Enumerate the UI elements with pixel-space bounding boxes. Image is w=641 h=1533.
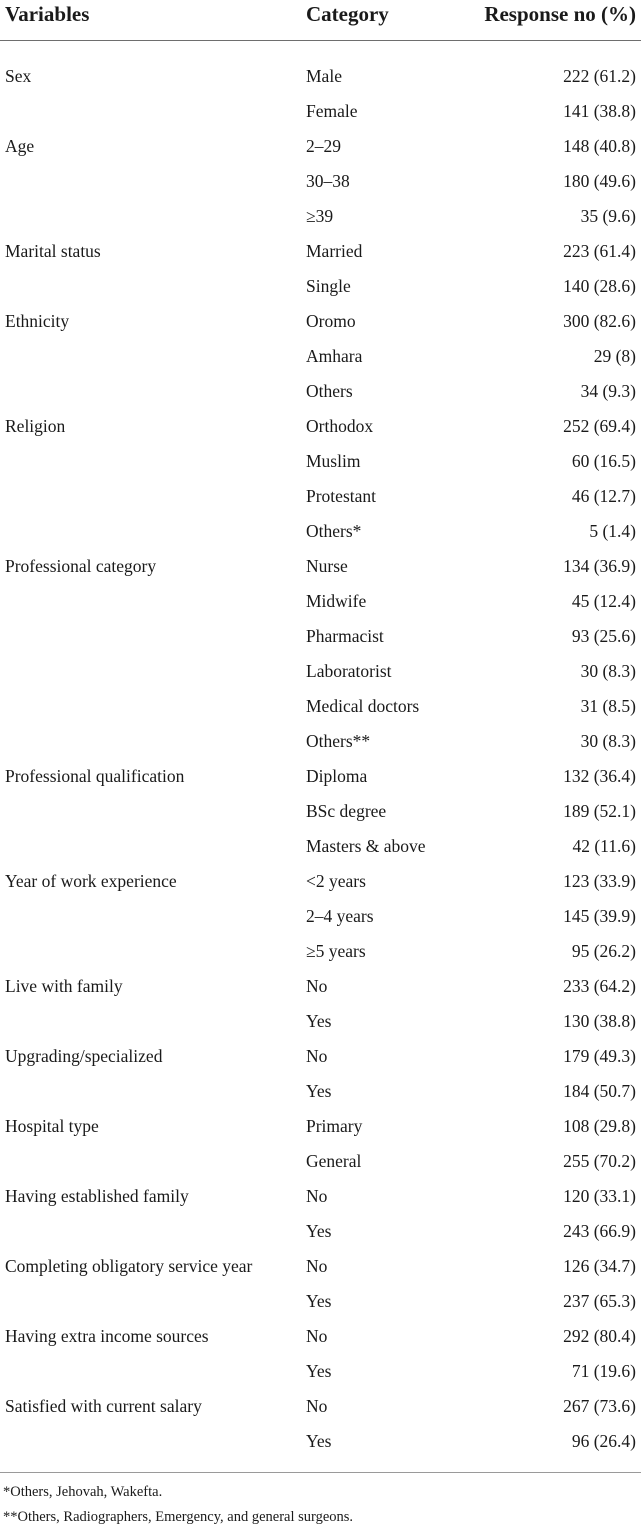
table-row — [0, 1179, 641, 1214]
category-cell: Female — [306, 101, 358, 121]
category-cell: 2–4 years — [306, 906, 374, 926]
category-cell: No — [306, 1186, 328, 1206]
table-row — [0, 619, 641, 654]
variable-cell: Year of work experience — [5, 871, 177, 891]
response-cell: 184 (50.7) — [563, 1081, 636, 1101]
table-row — [0, 339, 641, 374]
response-cell: 292 (80.4) — [563, 1326, 636, 1346]
header-category: Category — [306, 2, 389, 26]
table-row — [0, 1144, 641, 1179]
response-cell: 141 (38.8) — [563, 101, 636, 121]
category-cell: Pharmacist — [306, 626, 384, 646]
response-cell: 108 (29.8) — [563, 1116, 636, 1136]
variable-cell: Religion — [5, 416, 66, 436]
response-cell: 145 (39.9) — [563, 906, 636, 926]
table-row — [0, 934, 641, 969]
table-row — [0, 1004, 641, 1039]
response-cell: 267 (73.6) — [563, 1396, 636, 1416]
table-row — [0, 1109, 641, 1144]
category-cell: Protestant — [306, 486, 376, 506]
response-cell: 29 (8) — [593, 346, 636, 366]
category-cell: Muslim — [306, 451, 361, 471]
category-cell: BSc degree — [306, 801, 387, 821]
category-cell: Yes — [306, 1081, 332, 1101]
response-cell: 30 (8.3) — [580, 661, 636, 681]
table-row — [0, 654, 641, 689]
response-cell: 35 (9.6) — [580, 206, 636, 226]
variable-cell: Sex — [5, 66, 32, 86]
variable-cell: Having established family — [5, 1186, 189, 1206]
category-cell: Yes — [306, 1291, 332, 1311]
table-row — [0, 584, 641, 619]
table-row — [0, 829, 641, 864]
table-row — [0, 199, 641, 234]
response-cell: 126 (34.7) — [563, 1256, 636, 1276]
variable-cell: Having extra income sources — [5, 1326, 209, 1346]
table-row — [0, 1424, 641, 1459]
table-row — [0, 794, 641, 829]
category-cell: Nurse — [306, 556, 348, 576]
category-cell: Medical doctors — [306, 696, 420, 716]
category-cell: No — [306, 976, 328, 996]
variable-cell: Ethnicity — [5, 311, 70, 331]
table-row — [0, 899, 641, 934]
table-row — [0, 59, 641, 94]
category-cell: No — [306, 1326, 328, 1346]
category-cell: <2 years — [306, 871, 366, 891]
variable-cell: Live with family — [5, 976, 123, 996]
table-row — [0, 689, 641, 724]
category-cell: Single — [306, 276, 351, 296]
table-row — [0, 1284, 641, 1319]
footer-divider — [0, 1472, 641, 1473]
response-cell: 300 (82.6) — [563, 311, 636, 331]
response-cell: 180 (49.6) — [563, 171, 636, 191]
response-cell: 255 (70.2) — [563, 1151, 636, 1171]
response-cell: 96 (26.4) — [571, 1431, 636, 1451]
header-divider — [0, 40, 641, 41]
response-cell: 30 (8.3) — [580, 731, 636, 751]
category-cell: Laboratorist — [306, 661, 392, 681]
category-cell: Primary — [306, 1116, 363, 1136]
category-cell: Others — [306, 381, 353, 401]
footnote: *Others, Jehovah, Wakefta. — [3, 1484, 163, 1500]
response-cell: 31 (8.5) — [580, 696, 636, 716]
response-cell: 233 (64.2) — [563, 976, 636, 996]
response-cell: 140 (28.6) — [563, 276, 636, 296]
response-cell: 222 (61.2) — [563, 66, 636, 86]
response-cell: 71 (19.6) — [571, 1361, 636, 1381]
response-cell: 42 (11.6) — [572, 836, 636, 856]
category-cell: Married — [306, 241, 363, 261]
category-cell: Yes — [306, 1221, 332, 1241]
table-row — [0, 304, 641, 339]
table-row — [0, 724, 641, 759]
variable-cell: Age — [5, 136, 35, 156]
table-row — [0, 1319, 641, 1354]
table-body — [0, 59, 641, 1459]
response-cell: 243 (66.9) — [563, 1221, 636, 1241]
response-cell: 45 (12.4) — [571, 591, 636, 611]
response-cell: 60 (16.5) — [571, 451, 636, 471]
variable-cell: Satisfied with current salary — [5, 1396, 202, 1416]
header-response: Response no (%) — [484, 2, 636, 26]
response-cell: 148 (40.8) — [563, 136, 636, 156]
variable-cell: Professional category — [5, 556, 157, 576]
table-row — [0, 1039, 641, 1074]
response-cell: 34 (9.3) — [580, 381, 636, 401]
table-row — [0, 864, 641, 899]
table-row — [0, 1354, 641, 1389]
variable-cell: Marital status — [5, 241, 101, 261]
table-row — [0, 409, 641, 444]
category-cell: Others** — [306, 731, 371, 751]
category-cell: Yes — [306, 1011, 332, 1031]
category-cell: No — [306, 1046, 328, 1066]
response-cell: 223 (61.4) — [563, 241, 636, 261]
table-row — [0, 759, 641, 794]
table-header — [0, 0, 641, 38]
category-cell: Amhara — [306, 346, 363, 366]
table-row — [0, 969, 641, 1004]
category-cell: Oromo — [306, 311, 356, 331]
table-row — [0, 269, 641, 304]
variable-cell: Upgrading/specialized — [5, 1046, 163, 1066]
category-cell: Male — [306, 66, 342, 86]
category-cell: Masters & above — [306, 836, 426, 856]
table-row — [0, 1214, 641, 1249]
table-row — [0, 94, 641, 129]
table-row — [0, 374, 641, 409]
table-row — [0, 444, 641, 479]
category-cell: Orthodox — [306, 416, 374, 436]
response-cell: 5 (1.4) — [589, 521, 636, 541]
category-cell: General — [306, 1151, 362, 1171]
footnote: **Others, Radiographers, Emergency, and general surgeons. — [3, 1509, 354, 1525]
response-cell: 179 (49.3) — [563, 1046, 636, 1066]
response-cell: 95 (26.2) — [571, 941, 636, 961]
variable-cell: Professional qualification — [5, 766, 185, 786]
table-row — [0, 1389, 641, 1424]
footnotes — [3, 1480, 353, 1530]
response-cell: 132 (36.4) — [563, 766, 636, 786]
response-cell: 252 (69.4) — [563, 416, 636, 436]
header-variables: Variables — [5, 2, 90, 26]
category-cell: ≥39 — [306, 206, 334, 226]
table-row — [0, 164, 641, 199]
category-cell: Yes — [306, 1361, 332, 1381]
response-cell: 237 (65.3) — [563, 1291, 636, 1311]
table-row — [0, 549, 641, 584]
category-cell: Others* — [306, 521, 362, 541]
category-cell: Midwife — [306, 591, 367, 611]
category-cell: No — [306, 1256, 328, 1276]
table-row — [0, 234, 641, 269]
response-cell: 134 (36.9) — [563, 556, 636, 576]
category-cell: Yes — [306, 1431, 332, 1451]
variable-cell: Completing obligatory service year — [5, 1256, 253, 1276]
category-cell: 30–38 — [306, 171, 350, 191]
table-row — [0, 514, 641, 549]
category-cell: 2–29 — [306, 136, 341, 156]
category-cell: No — [306, 1396, 328, 1416]
response-cell: 120 (33.1) — [563, 1186, 636, 1206]
response-cell: 130 (38.8) — [563, 1011, 636, 1031]
response-cell: 46 (12.7) — [571, 486, 636, 506]
table-row — [0, 129, 641, 164]
category-cell: ≥5 years — [306, 941, 366, 961]
category-cell: Diploma — [306, 766, 368, 786]
table-row — [0, 479, 641, 514]
response-cell: 93 (25.6) — [571, 626, 636, 646]
response-cell: 189 (52.1) — [563, 801, 636, 821]
table-row — [0, 1249, 641, 1284]
response-cell: 123 (33.9) — [563, 871, 636, 891]
variable-cell: Hospital type — [5, 1116, 99, 1136]
table-row — [0, 1074, 641, 1109]
